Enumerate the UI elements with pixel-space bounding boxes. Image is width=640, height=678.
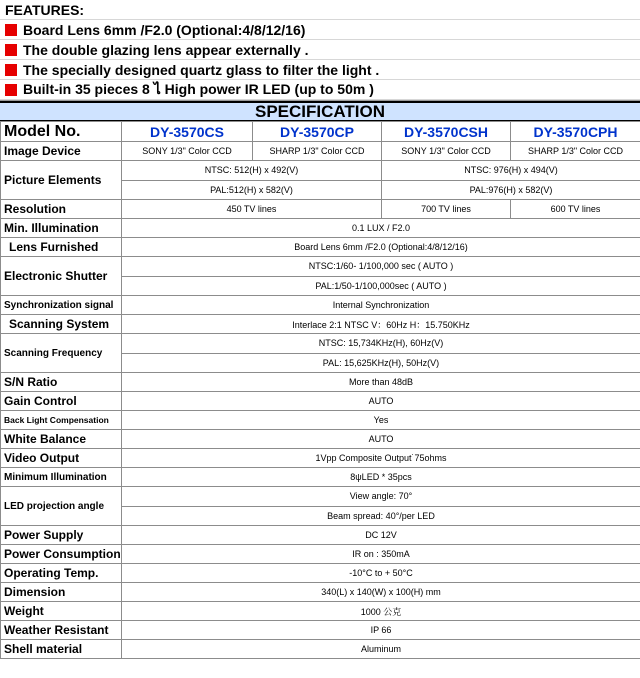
feature-item: [0, 20, 640, 40]
row-label: LED projection angle: [1, 487, 122, 526]
row-label: Min. Illumination: [1, 219, 122, 238]
cell-value: IR on : 350mA: [122, 545, 640, 564]
row-label: Lens Furnished: [1, 238, 122, 257]
cell-value: More than 48dB: [122, 373, 640, 392]
table-row: [1, 449, 640, 468]
row-label: Dimension: [1, 583, 122, 602]
model-number: DY-3570CSH: [382, 122, 511, 142]
table-row: [1, 219, 640, 238]
cell-value: NTSC:1/60- 1/100,000 sec ( AUTO ): [122, 257, 640, 277]
table-row: [1, 583, 640, 602]
row-label: Shell material: [1, 640, 122, 659]
model-number: DY-3570CPH: [511, 122, 640, 142]
cell-value: 8ψLED * 35pcs: [122, 468, 640, 487]
table-row: [1, 411, 640, 430]
row-label: Synchronization signal: [1, 296, 122, 315]
table-row: [1, 315, 640, 334]
feature-item: [0, 80, 640, 100]
specification-table: [0, 121, 640, 659]
cell-value: AUTO: [122, 430, 640, 449]
cell-value: NTSC: 15,734KHz(H), 60Hz(V): [122, 334, 640, 354]
row-label: Electronic Shutter: [1, 257, 122, 296]
cell-value: View angle: 70°: [122, 487, 640, 507]
cell-value: DC 12V: [122, 526, 640, 545]
cell-value: PAL:976(H) x 582(V): [382, 180, 640, 200]
cell-value: Internal Synchronization: [122, 296, 640, 315]
table-row: [1, 122, 640, 142]
red-square-bullet-icon: [5, 24, 17, 36]
table-row: [1, 257, 640, 277]
cell-value: AUTO: [122, 392, 640, 411]
row-label: Power Supply: [1, 526, 122, 545]
cell-value: Interlace 2:1 NTSC V：60Hz H：15.750KHz: [122, 315, 640, 334]
cell-value: NTSC: 512(H) x 492(V): [122, 161, 382, 181]
cell-value: -10°C to + 50°C: [122, 564, 640, 583]
table-row: [1, 526, 640, 545]
table-row: [1, 564, 640, 583]
cell-value: 1000 公克: [122, 602, 640, 621]
cell-value: 1Vpp Composite Output˙75ohms: [122, 449, 640, 468]
features-section: [0, 0, 640, 101]
cell-value: 340(L) x 140(W) x 100(H) mm: [122, 583, 640, 602]
table-row: [1, 296, 640, 315]
row-label: Power Consumption: [1, 545, 122, 564]
table-row: [1, 392, 640, 411]
feature-item: [0, 60, 640, 80]
row-label: Back Light Compensation: [1, 411, 122, 430]
feature-text: Built-in 35 pieces 8 ไ High power IR LED (up to 50m ): [23, 80, 374, 97]
table-row: [1, 545, 640, 564]
cell-value: 450 TV lines: [122, 200, 382, 219]
cell-value: Board Lens 6mm /F2.0 (Optional:4/8/12/16): [122, 238, 640, 257]
cell-value: 600 TV lines: [511, 200, 640, 219]
cell-value: 700 TV lines: [382, 200, 511, 219]
red-square-bullet-icon: [5, 44, 17, 56]
feature-item: [0, 40, 640, 60]
cell-value: SONY 1/3" Color CCD: [382, 142, 511, 161]
row-label: Scanning Frequency: [1, 334, 122, 373]
table-row: [1, 430, 640, 449]
cell-value: Beam spread: 40°/per LED: [122, 506, 640, 526]
cell-value: PAL: 15,625KHz(H), 50Hz(V): [122, 353, 640, 373]
row-label: Minimum Illumination: [1, 468, 122, 487]
row-label: Video Output: [1, 449, 122, 468]
features-title: FEATURES:: [5, 1, 85, 18]
table-row: [1, 238, 640, 257]
table-row: [1, 200, 640, 219]
row-label: White Balance: [1, 430, 122, 449]
table-row: [1, 640, 640, 659]
cell-value: Yes: [122, 411, 640, 430]
table-row: [1, 487, 640, 507]
feature-text: The specially designed quartz glass to filter the light .: [23, 61, 380, 78]
table-row: [1, 621, 640, 640]
row-label: Resolution: [1, 200, 122, 219]
row-label: S/N Ratio: [1, 373, 122, 392]
table-row: [1, 373, 640, 392]
cell-value: PAL:1/50-1/100,000sec ( AUTO ): [122, 276, 640, 296]
model-number: DY-3570CS: [122, 122, 253, 142]
cell-value: NTSC: 976(H) x 494(V): [382, 161, 640, 181]
table-row: [1, 142, 640, 161]
specification-header: SPECIFICATION: [0, 101, 640, 121]
cell-value: PAL:512(H) x 582(V): [122, 180, 382, 200]
row-label: Picture Elements: [1, 161, 122, 200]
model-number: DY-3570CP: [253, 122, 382, 142]
row-label: Image Device: [1, 142, 122, 161]
feature-text: The double glazing lens appear externally .: [23, 41, 309, 58]
feature-text: Board Lens 6mm /F2.0 (Optional:4/8/12/16): [23, 21, 306, 38]
table-row: [1, 602, 640, 621]
model-label: Model No.: [1, 122, 122, 142]
table-row: [1, 161, 640, 181]
table-row: [1, 468, 640, 487]
cell-value: IP 66: [122, 621, 640, 640]
table-row: [1, 334, 640, 354]
features-title-row: [0, 0, 640, 20]
row-label: Weight: [1, 602, 122, 621]
cell-value: 0.1 LUX / F2.0: [122, 219, 640, 238]
row-label: Scanning System: [1, 315, 122, 334]
red-square-bullet-icon: [5, 84, 17, 96]
row-label: Gain Control: [1, 392, 122, 411]
red-square-bullet-icon: [5, 64, 17, 76]
cell-value: SONY 1/3" Color CCD: [122, 142, 253, 161]
cell-value: SHARP 1/3" Color CCD: [253, 142, 382, 161]
row-label: Operating Temp.: [1, 564, 122, 583]
cell-value: SHARP 1/3" Color CCD: [511, 142, 640, 161]
cell-value: Aluminum: [122, 640, 640, 659]
row-label: Weather Resistant: [1, 621, 122, 640]
